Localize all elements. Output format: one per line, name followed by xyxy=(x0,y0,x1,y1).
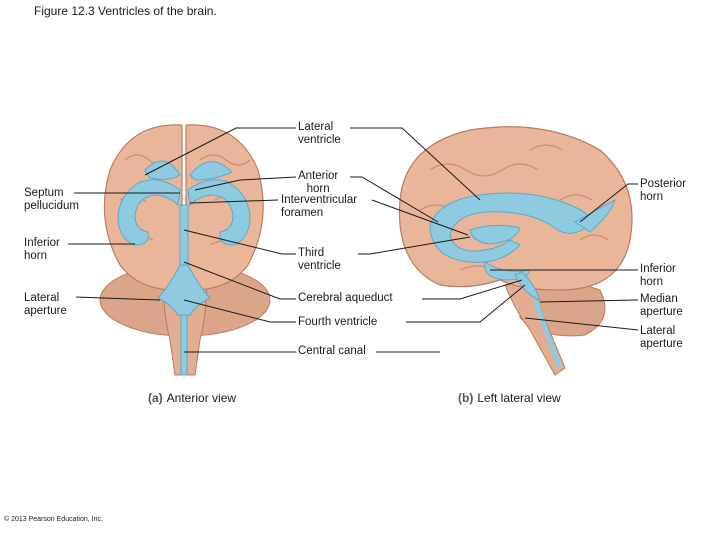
left-hemisphere xyxy=(104,125,182,290)
third-ventricle-anterior xyxy=(180,205,188,265)
label-interventricular-foramen: Interventricular foramen xyxy=(281,194,358,219)
label-fourth-ventricle: Fourth ventricle xyxy=(298,316,378,328)
anterior-view-illustration xyxy=(100,125,270,375)
label-lateral-aperture-right: Lateral aperture xyxy=(640,325,683,350)
label-inferior-horn-left: Inferior horn xyxy=(24,237,60,262)
caption-a-text: Anterior view xyxy=(166,391,237,405)
caption-a-letter: (a) xyxy=(148,391,163,405)
label-cerebral-aqueduct: Cerebral aqueduct xyxy=(298,292,393,304)
label-anterior-horn: Anterior horn xyxy=(298,170,339,195)
right-hemisphere xyxy=(186,125,263,290)
label-median-aperture: Median aperture xyxy=(640,293,683,318)
label-central-canal: Central canal xyxy=(298,345,366,357)
label-posterior-horn: Posterior horn xyxy=(640,178,687,203)
caption-b-text: Left lateral view xyxy=(477,391,561,405)
label-lateral-ventricle: Lateral ventricle xyxy=(298,121,341,146)
caption-a xyxy=(148,391,236,405)
caption-b-letter: (b) xyxy=(458,391,474,405)
lateral-view-illustration xyxy=(400,127,633,375)
label-lateral-aperture-left: Lateral aperture xyxy=(24,292,67,317)
caption-b xyxy=(458,391,561,405)
label-third-ventricle: Third ventricle xyxy=(298,247,341,272)
label-septum-pellucidum: Septum pellucidum xyxy=(24,187,79,212)
central-canal-anterior xyxy=(181,315,187,375)
label-inferior-horn-right: Inferior horn xyxy=(640,263,676,288)
copyright-notice: © 2013 Pearson Education, Inc. xyxy=(4,516,103,523)
figure-title: Figure 12.3 Ventricles of the brain. xyxy=(34,4,217,18)
